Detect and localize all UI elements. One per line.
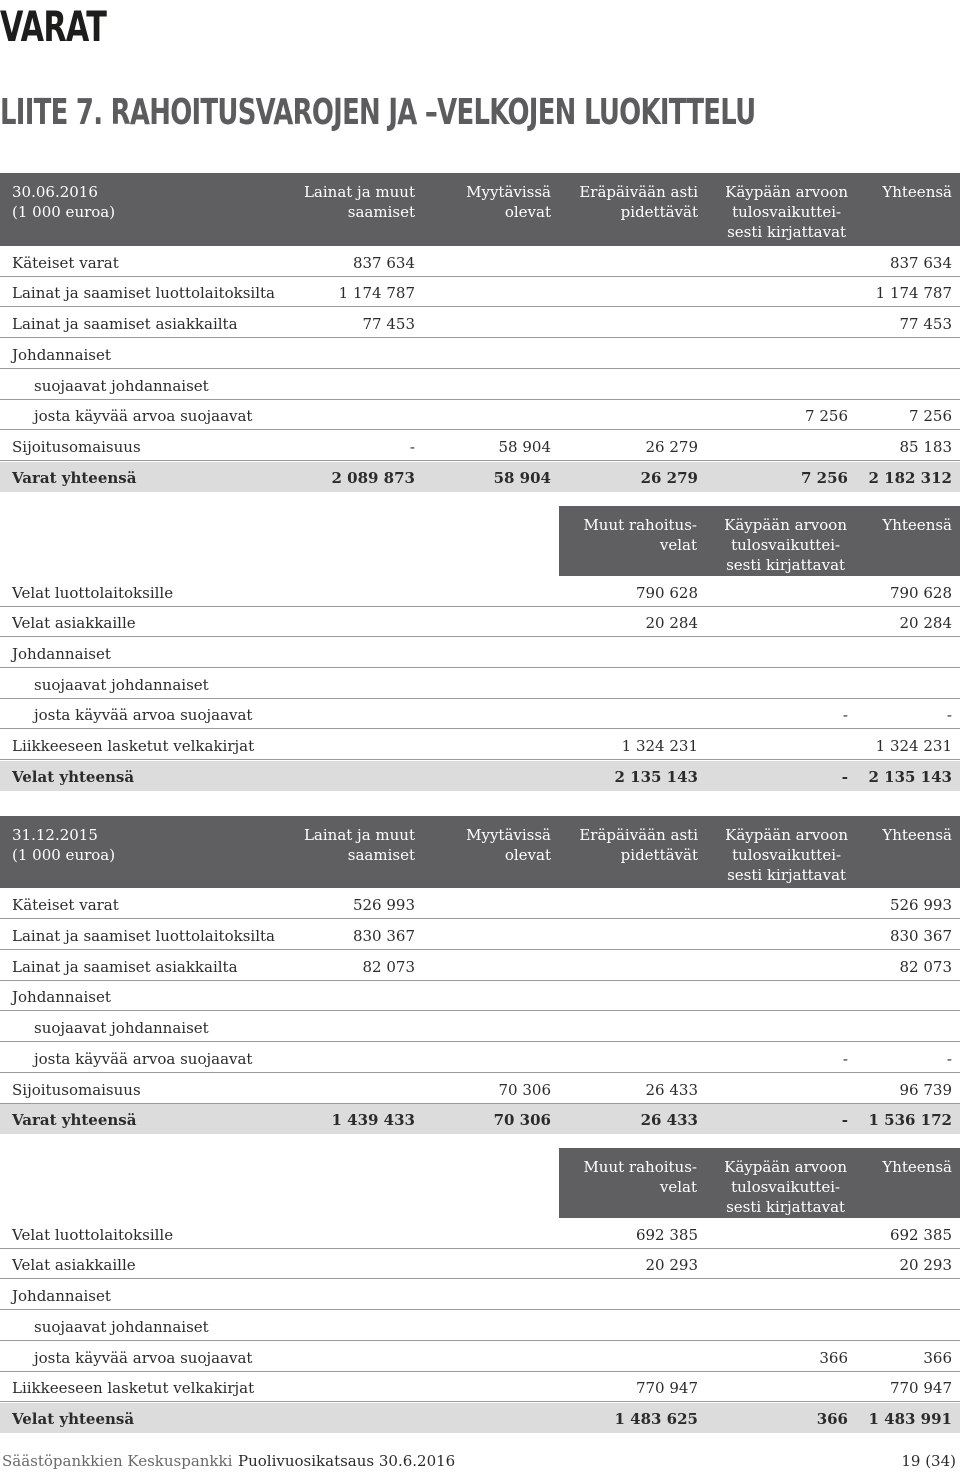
table-row bbox=[0, 1043, 960, 1073]
cell-total: 1 324 231 bbox=[875, 737, 952, 755]
cell-other: 692 385 bbox=[635, 1226, 698, 1244]
col-header-total: Yhteensä bbox=[882, 183, 952, 201]
row-label: Velat asiakkaille bbox=[12, 1256, 136, 1274]
col-header-held-to-maturity: Eräpäivään asti pidettävät bbox=[579, 183, 698, 221]
col-header-other-liabilities: Muut rahoitus- velat bbox=[583, 516, 697, 554]
period-label: 30.06.2016 (1 000 euroa) bbox=[12, 183, 116, 221]
row-label: Varat yhteensä bbox=[12, 469, 137, 487]
row-label: Johdannaiset bbox=[12, 1287, 111, 1305]
cell-total: 526 993 bbox=[889, 896, 952, 914]
cell-fv: - bbox=[842, 706, 848, 724]
row-label: Johdannaiset bbox=[12, 346, 111, 364]
liabilities-header-2016 bbox=[559, 506, 960, 576]
col-header-fair-value: Käypään arvoon tulosvaikuttei- sesti kirjattavat bbox=[724, 516, 847, 574]
row-label: Lainat ja saamiset luottolaitoksilta bbox=[12, 927, 275, 945]
cell-loans: 526 993 bbox=[352, 896, 415, 914]
cell-total: 82 073 bbox=[899, 958, 952, 976]
cell-total: 20 293 bbox=[899, 1256, 952, 1274]
cell-fv: 366 bbox=[819, 1349, 848, 1367]
cell-loans: 77 453 bbox=[362, 315, 415, 333]
row-label: Sijoitusomaisuus bbox=[12, 1081, 141, 1099]
col-header-total: Yhteensä bbox=[882, 826, 952, 844]
table-row bbox=[0, 1074, 960, 1104]
row-label: Johdannaiset bbox=[12, 645, 111, 663]
cell-other: 2 135 143 bbox=[614, 768, 698, 786]
cell-fv: 7 256 bbox=[801, 469, 848, 487]
cell-total: 790 628 bbox=[889, 584, 952, 602]
period-label: 31.12.2015 (1 000 euroa) bbox=[12, 826, 116, 864]
cell-total: 1 174 787 bbox=[875, 284, 952, 302]
cell-htm: 26 433 bbox=[645, 1081, 698, 1099]
row-label: Velat luottolaitoksille bbox=[12, 1226, 174, 1244]
table-row bbox=[0, 277, 960, 307]
col-header-fair-value: Käypään arvoon tulosvaikuttei- sesti kirjattavat bbox=[725, 183, 848, 241]
cell-total: 770 947 bbox=[889, 1379, 952, 1397]
table-row bbox=[0, 1249, 960, 1279]
cell-total: 2 182 312 bbox=[868, 469, 952, 487]
cell-other: 770 947 bbox=[635, 1379, 698, 1397]
col-header-total: Yhteensä bbox=[882, 1158, 952, 1176]
assets-header-2015 bbox=[0, 816, 960, 888]
cell-total: 1 483 991 bbox=[868, 1410, 952, 1428]
cell-htm: 26 279 bbox=[645, 438, 698, 456]
cell-loans: 1 174 787 bbox=[338, 284, 415, 302]
cell-afs: 58 904 bbox=[493, 469, 551, 487]
row-label: Käteiset varat bbox=[12, 896, 119, 914]
row-label: josta käyvää arvoa suojaavat bbox=[34, 1349, 253, 1367]
col-header-available-for-sale: Myytävissä olevat bbox=[466, 826, 551, 864]
cell-afs: 58 904 bbox=[498, 438, 551, 456]
cell-loans: - bbox=[409, 438, 415, 456]
row-label: Lainat ja saamiset asiakkailta bbox=[12, 958, 238, 976]
cell-loans: 82 073 bbox=[362, 958, 415, 976]
cell-fv: 366 bbox=[816, 1410, 848, 1428]
col-header-loans: Lainat ja muut saamiset bbox=[303, 826, 415, 864]
cell-loans: 837 634 bbox=[352, 254, 415, 272]
total-row bbox=[0, 462, 960, 492]
table-row bbox=[0, 730, 960, 760]
page-title: VARAT bbox=[0, 2, 107, 51]
table-row bbox=[0, 669, 960, 699]
cell-other: 20 284 bbox=[645, 614, 698, 632]
cell-total: - bbox=[946, 1050, 952, 1068]
table-row bbox=[0, 638, 960, 668]
cell-total: 96 739 bbox=[899, 1081, 952, 1099]
row-label: josta käyvää arvoa suojaavat bbox=[34, 1050, 253, 1068]
table-row bbox=[0, 920, 960, 950]
cell-other: 1 324 231 bbox=[621, 737, 698, 755]
row-label: Lainat ja saamiset luottolaitoksilta bbox=[12, 284, 275, 302]
table-row bbox=[0, 1372, 960, 1402]
col-header-fair-value: Käypään arvoon tulosvaikuttei- sesti kirjattavat bbox=[724, 1158, 847, 1216]
col-header-other-liabilities: Muut rahoitus- velat bbox=[583, 1158, 697, 1196]
cell-other: 790 628 bbox=[635, 584, 698, 602]
table-row bbox=[0, 400, 960, 430]
cell-other: 20 293 bbox=[645, 1256, 698, 1274]
row-label: Lainat ja saamiset asiakkailta bbox=[12, 315, 238, 333]
table-row bbox=[0, 577, 960, 607]
table-row bbox=[0, 699, 960, 729]
note-title: LIITE 7. RAHOITUSVAROJEN JA –VELKOJEN LUOKITTELU bbox=[0, 92, 756, 133]
cell-total: 85 183 bbox=[899, 438, 952, 456]
liabilities-header-2015 bbox=[559, 1148, 960, 1218]
cell-total: 830 367 bbox=[889, 927, 952, 945]
cell-htm: 26 433 bbox=[640, 1111, 698, 1129]
row-label: Velat yhteensä bbox=[12, 1410, 135, 1428]
col-header-available-for-sale: Myytävissä olevat bbox=[466, 183, 551, 221]
col-header-loans: Lainat ja muut saamiset bbox=[303, 183, 415, 221]
table-row bbox=[0, 1280, 960, 1310]
table-row bbox=[0, 431, 960, 461]
footer-report-title: Puolivuosikatsaus 30.6.2016 bbox=[238, 1452, 456, 1470]
cell-fv: - bbox=[841, 1111, 848, 1129]
cell-afs: 70 306 bbox=[493, 1111, 551, 1129]
table-row bbox=[0, 981, 960, 1011]
cell-total: 1 536 172 bbox=[868, 1111, 952, 1129]
col-header-total: Yhteensä bbox=[882, 516, 952, 534]
assets-header-2016 bbox=[0, 173, 960, 246]
cell-htm: 26 279 bbox=[640, 469, 698, 487]
table-row bbox=[0, 308, 960, 338]
cell-other: 1 483 625 bbox=[614, 1410, 698, 1428]
cell-fv: - bbox=[841, 768, 848, 786]
row-label: Varat yhteensä bbox=[12, 1111, 137, 1129]
row-label: josta käyvää arvoa suojaavat bbox=[34, 706, 253, 724]
total-row bbox=[0, 1403, 960, 1433]
table-row bbox=[0, 889, 960, 919]
row-label: suojaavat johdannaiset bbox=[34, 377, 209, 395]
row-label: Johdannaiset bbox=[12, 988, 111, 1006]
row-label: Liikkeeseen lasketut velkakirjat bbox=[12, 1379, 255, 1397]
cell-total: 77 453 bbox=[899, 315, 952, 333]
cell-fv: - bbox=[842, 1050, 848, 1068]
row-label: Velat yhteensä bbox=[12, 768, 135, 786]
total-row bbox=[0, 761, 960, 791]
cell-total: 2 135 143 bbox=[868, 768, 952, 786]
cell-loans: 2 089 873 bbox=[331, 469, 415, 487]
cell-loans: 830 367 bbox=[352, 927, 415, 945]
footer-page-number: 19 (34) bbox=[901, 1452, 956, 1470]
table-row bbox=[0, 1012, 960, 1042]
col-header-fair-value: Käypään arvoon tulosvaikuttei- sesti kirjattavat bbox=[725, 826, 848, 884]
table-row bbox=[0, 1311, 960, 1341]
row-label: Liikkeeseen lasketut velkakirjat bbox=[12, 737, 255, 755]
cell-fv: 7 256 bbox=[805, 407, 848, 425]
table-row bbox=[0, 607, 960, 637]
table-row bbox=[0, 1219, 960, 1249]
cell-afs: 70 306 bbox=[498, 1081, 551, 1099]
row-label: Sijoitusomaisuus bbox=[12, 438, 141, 456]
cell-total: 7 256 bbox=[909, 407, 952, 425]
table-row bbox=[0, 370, 960, 400]
table-row bbox=[0, 951, 960, 981]
row-label: Velat asiakkaille bbox=[12, 614, 136, 632]
col-header-held-to-maturity: Eräpäivään asti pidettävät bbox=[579, 826, 698, 864]
row-label: suojaavat johdannaiset bbox=[34, 1019, 209, 1037]
cell-total: 20 284 bbox=[899, 614, 952, 632]
footer-publisher: Säästöpankkien Keskuspankki bbox=[2, 1452, 233, 1470]
cell-total: - bbox=[946, 706, 952, 724]
cell-total: 837 634 bbox=[889, 254, 952, 272]
row-label: suojaavat johdannaiset bbox=[34, 1318, 209, 1336]
row-label: Velat luottolaitoksille bbox=[12, 584, 174, 602]
cell-total: 366 bbox=[923, 1349, 952, 1367]
cell-loans: 1 439 433 bbox=[331, 1111, 415, 1129]
total-row bbox=[0, 1104, 960, 1134]
row-label: josta käyvää arvoa suojaavat bbox=[34, 407, 253, 425]
row-label: suojaavat johdannaiset bbox=[34, 676, 209, 694]
table-row bbox=[0, 247, 960, 277]
cell-total: 692 385 bbox=[889, 1226, 952, 1244]
table-row bbox=[0, 339, 960, 369]
row-label: Käteiset varat bbox=[12, 254, 119, 272]
table-row bbox=[0, 1342, 960, 1372]
